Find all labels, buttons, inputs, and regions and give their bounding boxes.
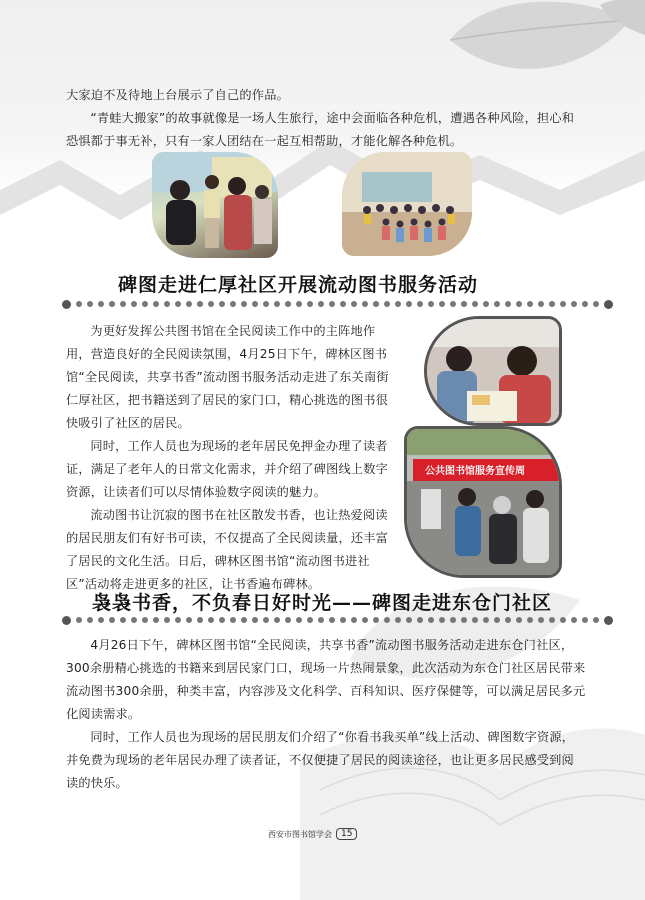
storytelling-scene: [152, 152, 278, 258]
page-footer: [268, 828, 357, 840]
body-paragraph: 流动图书让沉寂的图书在社区散发书香，也让热爱阅读的居民朋友们有好书可读，不仅提高了全民阅读量，还丰富了居民的文化生活。日后，碑林区图书馆“流动图书进社区”活动将走进更多的社区，让书香遍布碑林。: [66, 508, 389, 591]
dotted-divider: [62, 616, 613, 624]
section-heading: 袅袅书香，不负春日好时光——碑图走进东仓门社区: [92, 592, 553, 614]
section1-body: [66, 320, 392, 596]
outdoor-event-photo: [404, 426, 562, 578]
reader-card-scene: [427, 319, 559, 423]
page-number: 15: [336, 828, 357, 840]
body-paragraph: 同时，工作人员也为现场的居民朋友们介绍了“你看书我买单”线上活动、碑图数字资源，并免费为现场的老年居民办理了读者证，不仅便捷了居民的阅读途径，也让更多居民感受到阅读的快乐。: [66, 730, 575, 790]
intro-line: 大家迫不及待地上台展示了自己的作品。: [66, 88, 289, 102]
reader-card-photo: [424, 316, 562, 426]
intro-text: [66, 84, 586, 153]
intro-paragraph: “青蛙大搬家”的故事就像是一场人生旅行，途中会面临各种危机，遭遇各种风险，担心和恐惧都于事无补，只有一家人团结在一起互相帮助，才能化解各种危机。: [66, 111, 575, 148]
body-paragraph: 4月26日下午，碑林区图书馆“全民阅读，共享书香”流动图书服务活动走进东仓门社区，300余册精心挑选的书籍来到居民家门口，现场一片热闹景象，此次活动为东仓门社区居民带来流动图书300余册，种类丰富，内容涉及文化科学、百科知识、医疗保健等，可以满足居民多元化阅读需求。: [66, 638, 586, 721]
body-paragraph: 为更好发挥公共图书馆在全民阅读工作中的主阵地作用，营造良好的全民阅读氛围，4月25日下午，碑林区图书馆“全民阅读，共享书香”流动图书服务活动走进了东关南街仁厚社区，把书籍送到了居民的家门口，精心挑选的图书很快吸引了社区的居民。: [66, 324, 389, 430]
dotted-divider: [62, 300, 613, 308]
banner-text: 公共图书馆服务宣传周: [425, 466, 525, 477]
section2-body: [66, 634, 586, 795]
storytelling-photo: [152, 152, 278, 258]
publisher-name: 西安市图书馆学会: [268, 829, 332, 839]
outdoor-event-scene: [407, 429, 559, 575]
group-photo: [342, 152, 472, 256]
group-scene: [342, 152, 472, 256]
body-paragraph: 同时，工作人员也为现场的老年居民免押金办理了读者证，满足了老年人的日常文化需求，并介绍了碑图线上数字资源，让读者们可以尽情体验数字阅读的魅力。: [66, 439, 389, 499]
section-heading: 碑图走进仁厚社区开展流动图书服务活动: [118, 274, 479, 296]
